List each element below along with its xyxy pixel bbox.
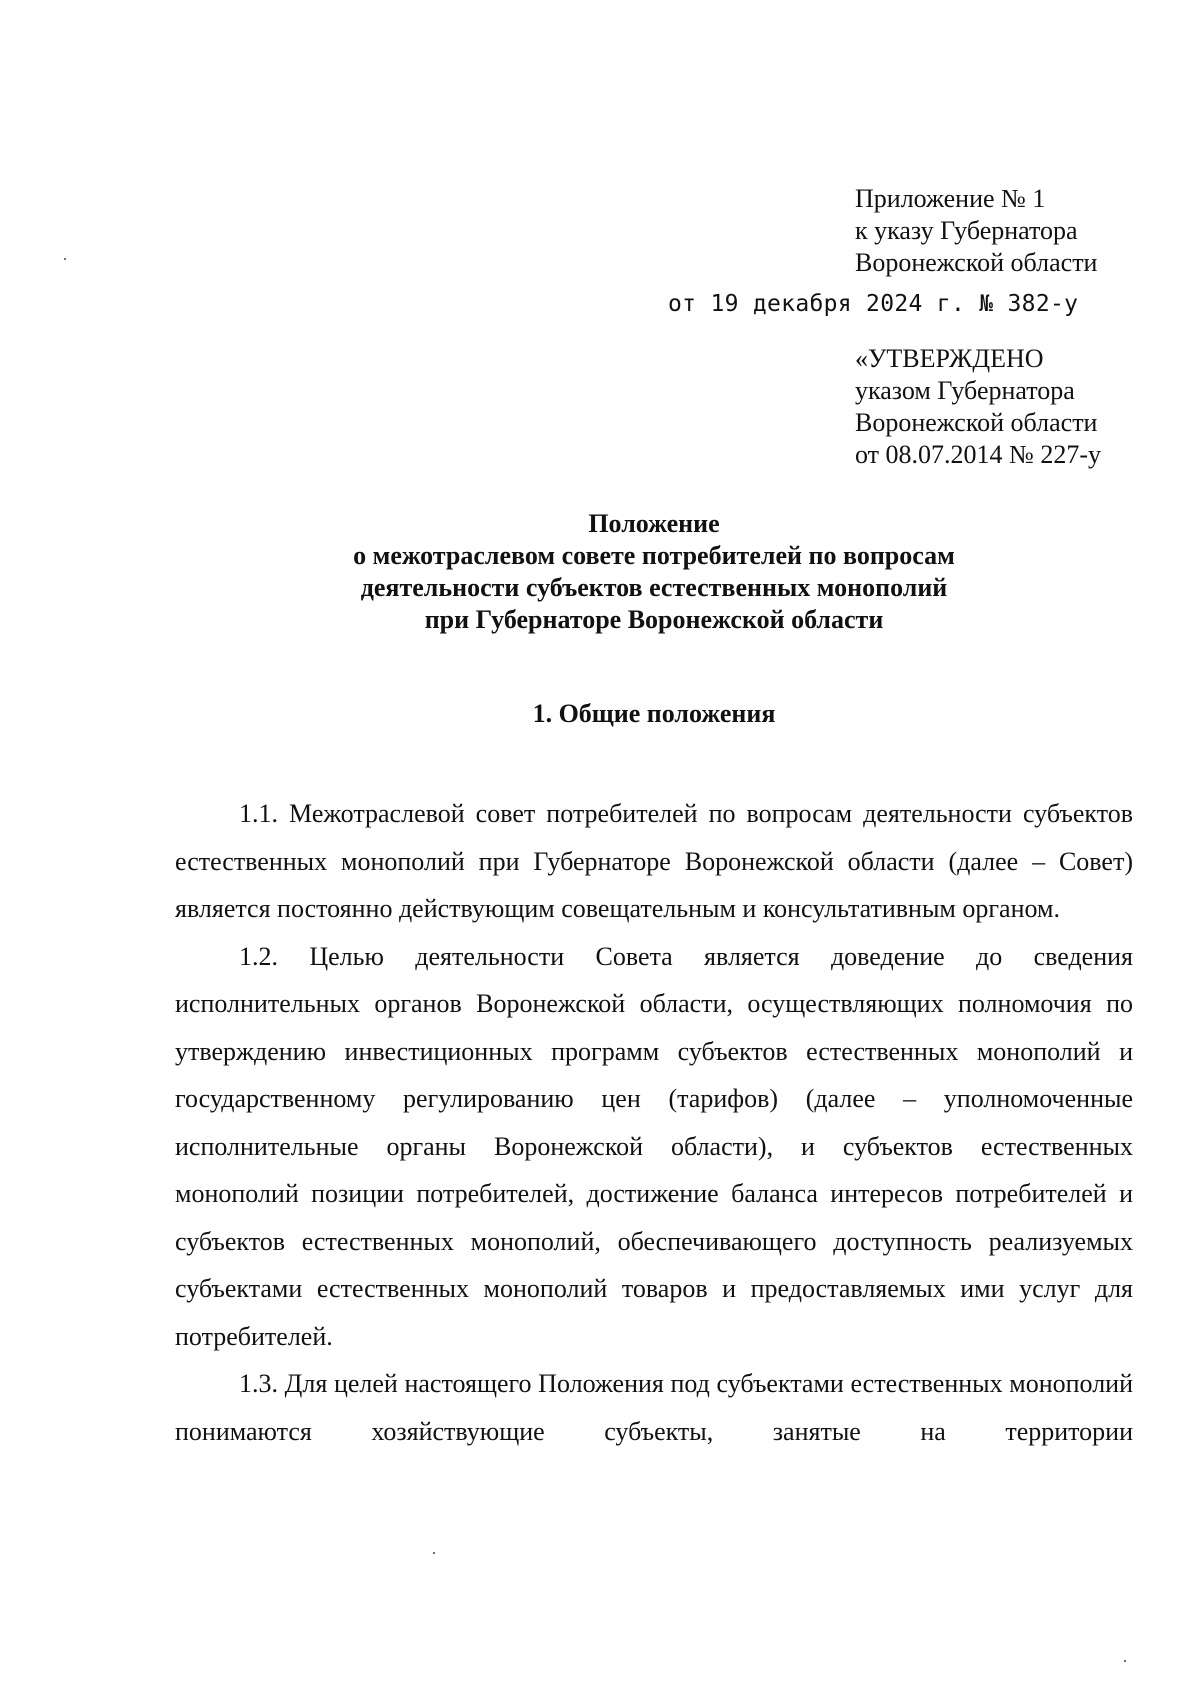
paragraph-1-1: 1.1. Межотраслевой совет потребителей по вопросам деятельности субъектов естественных монополий при Губернаторе Воронежской области (далее – Совет) является постоянно действующим совещательным и консультативным органом.: [175, 799, 1133, 923]
annex-line-1: Приложение № 1: [855, 184, 1046, 213]
section-body: [175, 790, 1133, 1455]
paragraph-1-2: 1.2. Целью деятельности Совета является доведение до сведения исполнительных органов Воронежской области, осуществляющих полномочия по утверждению инвестиционных программ субъектов естественных монополий и государственному регулированию цен (тарифов) (далее – уполномоченные исполнительные органы Воронежской области), и субъектов естественных монополий позиции потребителей, достижение баланса интересов потребителей и субъектов естественных монополий, обеспечивающего доступность реализуемых субъектами естественных монополий товаров и предоставляемых ими услуг для потребителей.: [175, 941, 1133, 1351]
approval-block: [855, 343, 1101, 471]
section-heading: 1. Общие положения: [532, 699, 776, 728]
annex-line-3: Воронежской области: [855, 248, 1098, 277]
scan-speck: [64, 258, 66, 260]
approval-line-1: «УТВЕРЖДЕНО: [855, 344, 1044, 373]
title-line-2: о межотраслевом совете потребителей по вопросам: [353, 541, 955, 570]
annex-block: [855, 183, 1097, 279]
approval-line-2: указом Губернатора: [855, 376, 1075, 405]
scan-speck: [433, 1552, 435, 1554]
decree-date-number: от 19 декабря 2024 г. № 382-у: [668, 291, 1079, 317]
approval-line-4: от 08.07.2014 № 227-у: [855, 440, 1101, 469]
annex-line-2: к указу Губернатора: [855, 216, 1078, 245]
scan-speck: [1124, 1660, 1126, 1662]
title-line-4: при Губернаторе Воронежской области: [424, 605, 884, 634]
title-line-3: деятельности субъектов естественных монополий: [360, 573, 948, 602]
title-line-1: Положение: [588, 509, 720, 538]
approval-line-3: Воронежской области: [855, 408, 1098, 437]
paragraph-1-3: 1.3. Для целей настоящего Положения под субъектами естественных монополий понимаются хозяйствующие субъекты, занятые на территории: [175, 1369, 1133, 1446]
document-title: [175, 508, 1133, 636]
